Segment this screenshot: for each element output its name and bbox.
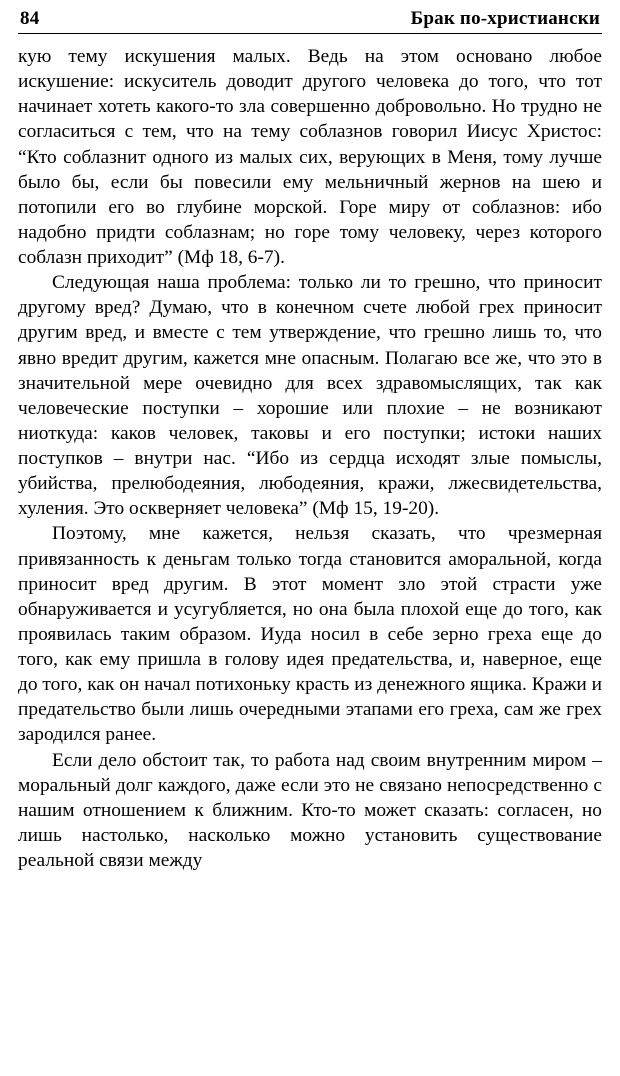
paragraph: Поэтому, мне кажется, нельзя сказать, что чрезмерная привязанность к деньгам только тогда становится аморальной, когда приносит вред другим. В этот момент зло этой страсти уже обнаруживается и усугубляется, но она была плохой еще до того, как проявилась таким образом. Иуда носил в себе зерно греха еще до того, как ему пришла в голову идея предательства, и, наверное, еще до того, как он начал потихоньку красть из денежного ящика. Кражи и предательство были лишь очередными этапами его греха, сам же грех зародился ранее. [18, 523, 602, 746]
body-text [18, 44, 602, 873]
paragraph: Если дело обстоит так, то работа над своим внутренним миром – моральный долг каждого, даже если это не связано непосредственно с нашим отношением к ближним. Кто-то может сказать: согласен, но лишь настолько, насколько можно установить существование реальной связи между [18, 749, 602, 871]
page-number: 84 [20, 8, 40, 29]
page-header [18, 8, 602, 30]
header-divider [18, 33, 602, 34]
running-title: Брак по-христиански [410, 8, 600, 29]
paragraph: кую тему искушения малых. Ведь на этом основано любое искушение: искуситель доводит другого человека до того, что тот начинает хотеть какого-то зла совершенно добровольно. Но трудно не согласиться с тем, что на тему соблазнов говорил Иисус Христос: “Кто соблазнит одного из малых сих, верующих в Меня, тому лучше было бы, если бы повесили ему мельничный жернов на шею и потопили его во глубине морской. Горе миру от соблазнов: ибо надобно придти соблазнам; но горе тому человеку, через которого соблазн приходит” (Мф 18, 6-7). [18, 46, 602, 268]
paragraph: Следующая наша проблема: только ли то грешно, что приносит другому вред? Думаю, что в конечном счете любой грех приносит другим вред, и вместе с тем утверждение, что грешно лишь то, что явно вредит другим, кажется мне опасным. Полагаю все же, что это в значительной мере очевидно для всех здравомыслящих, так как человеческие поступки – хорошие или плохие – не возникают ниоткуда: каков человек, таковы и его поступки; истоки наших поступков – внутри нас. “Ибо из сердца исходят злые помыслы, убийства, прелюбодеяния, любодеяния, кражи, лжесвидетельства, хуления. Это оскверняет человека” (Мф 15, 19-20). [18, 272, 602, 520]
